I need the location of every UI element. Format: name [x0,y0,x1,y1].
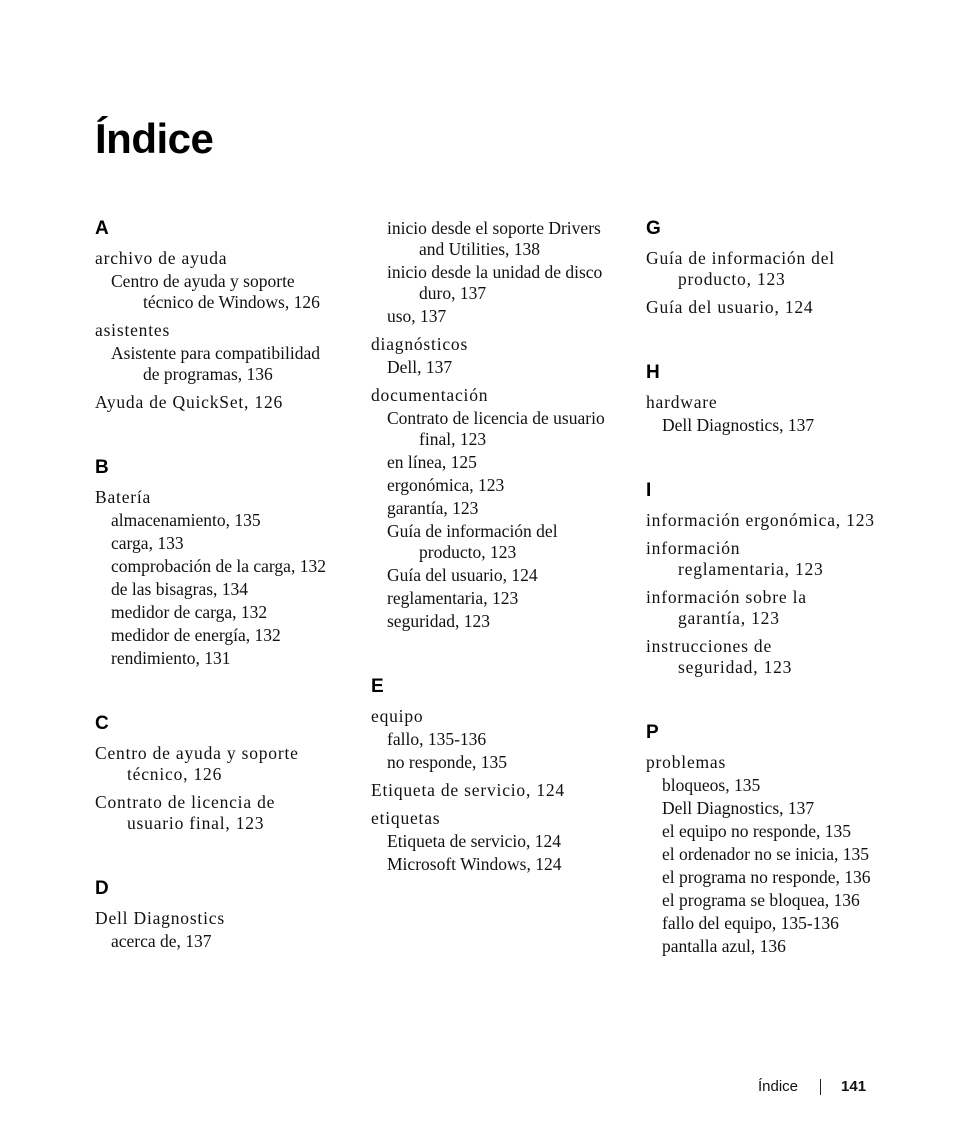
index-subentry [387,357,626,378]
index-entry [95,792,355,834]
index-subterm: Etiqueta de servicio, 124 [387,831,561,851]
index-term: Contrato de licencia de [95,792,276,812]
index-subentry [662,798,906,819]
index-subentry [387,452,626,473]
index-subentry [387,854,626,875]
index-subterm: producto, 123 [419,542,517,562]
index-subentry [662,821,906,842]
index-subterm: seguridad, 123 [387,611,491,631]
index-entry [646,297,906,318]
index-subentry [387,408,626,450]
index-term: Centro de ayuda y soporte [95,743,299,763]
index-term: diagnósticos [371,334,469,354]
index-subterm: Guía de información del [387,521,558,541]
index-term: Ayuda de QuickSet, 126 [95,392,284,412]
index-subentries [646,415,906,436]
index-subterm: fallo del equipo, 135-136 [662,913,839,933]
index-term: documentación [371,385,489,405]
index-subterm: el ordenador no se inicia, 135 [662,844,870,864]
index-subentries [95,510,355,669]
index-subterm: comprobación de la carga, 132 [111,556,326,576]
index-subentry [387,306,626,327]
index-subentry [111,510,355,531]
index-letter-heading: H [646,362,660,383]
index-term: Guía del usuario, 124 [646,297,814,317]
index-term: seguridad, 123 [678,657,793,677]
index-column-1 [95,216,355,952]
index-subterm: final, 123 [419,429,487,449]
page-title: Índice [95,115,214,162]
index-entry [95,487,355,669]
index-subentry [387,831,626,852]
index-subentry [111,602,355,623]
index-term: Batería [95,487,152,507]
index-letter-heading: I [646,480,652,501]
index-term: Dell Diagnostics [95,908,225,928]
index-subterm: and Utilities, 138 [419,239,541,259]
index-subterm: Guía del usuario, 124 [387,565,538,585]
index-entry [95,320,355,385]
index-subterm: pantalla azul, 136 [662,936,786,956]
index-term: asistentes [95,320,171,340]
index-subentry [111,579,355,600]
index-term: información sobre la [646,587,807,607]
index-subterm: Centro de ayuda y soporte [111,271,295,291]
index-subterm: Microsoft Windows, 124 [387,854,562,874]
index-entry [371,780,626,801]
index-subentry [111,533,355,554]
index-subentries [371,831,626,875]
index-entry [646,538,906,580]
index-subentries [95,271,355,313]
index-subterm: uso, 137 [387,306,447,326]
index-term: etiquetas [371,808,441,828]
index-subterm: reglamentaria, 123 [387,588,519,608]
index-subentry [387,611,626,632]
index-term: problemas [646,752,727,772]
index-subentry [387,588,626,609]
index-entry [646,392,906,436]
index-subterm: almacenamiento, 135 [111,510,261,530]
page-footer [758,1076,866,1098]
index-subentry [662,867,906,888]
index-entry [646,510,906,531]
index-subterm: no responde, 135 [387,752,508,772]
index-column-3 [646,216,906,957]
index-subterm: ergonómica, 123 [387,475,505,495]
index-term: equipo [371,706,424,726]
index-subentry [387,218,626,260]
index-entry [646,752,906,957]
index-subterm: inicio desde la unidad de disco [387,262,603,282]
index-entry [646,248,906,290]
page-number: 141 [841,1078,867,1095]
index-subentry [111,931,355,952]
index-subentry [662,890,906,911]
index-subentry [662,775,906,796]
index-term: archivo de ayuda [95,248,228,268]
index-subentries [371,408,626,632]
index-subentry [662,844,906,865]
index-term: información [646,538,741,558]
index-letter-heading: G [646,218,661,239]
index-subentry [387,475,626,496]
index-subterm: el programa no responde, 136 [662,867,871,887]
index-subterm: Dell, 137 [387,357,453,377]
index-subterm: técnico de Windows, 126 [143,292,320,312]
index-subentry [662,415,906,436]
index-subentry [111,343,355,385]
index-subterm: medidor de energía, 132 [111,625,281,645]
index-column-2 [371,216,626,875]
index-term: Guía de información del [646,248,835,268]
index-letter-heading: A [95,218,109,239]
index-subentry [111,271,355,313]
index-term: técnico, 126 [127,764,223,784]
index-entry [646,636,906,678]
index-subterm: Contrato de licencia de usuario [387,408,605,428]
index-term: producto, 123 [678,269,786,289]
index-subentries [646,775,906,957]
index-term: instrucciones de [646,636,773,656]
footer-divider [820,1079,821,1095]
index-subentry [387,565,626,586]
index-subterm: de las bisagras, 134 [111,579,249,599]
index-term: hardware [646,392,718,412]
index-subentry [662,913,906,934]
index-subentry [387,498,626,519]
index-entry [371,385,626,632]
index-subterm: el equipo no responde, 135 [662,821,852,841]
index-entry [371,218,626,327]
index-subentry [387,521,626,563]
index-term: información ergonómica, 123 [646,510,875,530]
index-subterm: Dell Diagnostics, 137 [662,415,815,435]
index-subentries [95,931,355,952]
index-subterm: Dell Diagnostics, 137 [662,798,815,818]
index-subentry [662,936,906,957]
index-subterm: Asistente para compatibilidad [111,343,320,363]
index-term: garantía, 123 [678,608,780,628]
index-letter-heading: B [95,457,109,478]
index-term: usuario final, 123 [127,813,265,833]
index-subentry [387,752,626,773]
index-letter-heading: P [646,722,659,743]
index-subterm: bloqueos, 135 [662,775,761,795]
index-term: reglamentaria, 123 [678,559,824,579]
index-entry [371,706,626,773]
index-subentry [111,648,355,669]
index-subentries [95,343,355,385]
index-subterm: duro, 137 [419,283,487,303]
index-subterm: carga, 133 [111,533,184,553]
index-subentry [387,729,626,750]
index-term: Etiqueta de servicio, 124 [371,780,565,800]
index-subterm: acerca de, 137 [111,931,212,951]
index-subterm: inicio desde el soporte Drivers [387,218,601,238]
index-entry [646,587,906,629]
index-subterm: en línea, 125 [387,452,477,472]
index-entry [95,248,355,313]
index-subentries [371,729,626,773]
index-letter-heading: E [371,676,384,697]
index-entry [371,334,626,378]
index-letter-heading: D [95,878,109,899]
index-subentry [111,625,355,646]
index-subterm: fallo, 135-136 [387,729,487,749]
footer-section-label: Índice [758,1078,799,1095]
index-subentry [387,262,626,304]
index-entry [95,392,355,413]
index-subterm: rendimiento, 131 [111,648,231,668]
index-subentries [371,218,626,327]
index-entry [95,743,355,785]
index-subentries [371,357,626,378]
index-entry [371,808,626,875]
index-subterm: el programa se bloquea, 136 [662,890,860,910]
index-subterm: de programas, 136 [143,364,273,384]
index-entry [95,908,355,952]
index-letter-heading: C [95,713,109,734]
index-subentry [111,556,355,577]
index-subterm: garantía, 123 [387,498,479,518]
index-subterm: medidor de carga, 132 [111,602,268,622]
